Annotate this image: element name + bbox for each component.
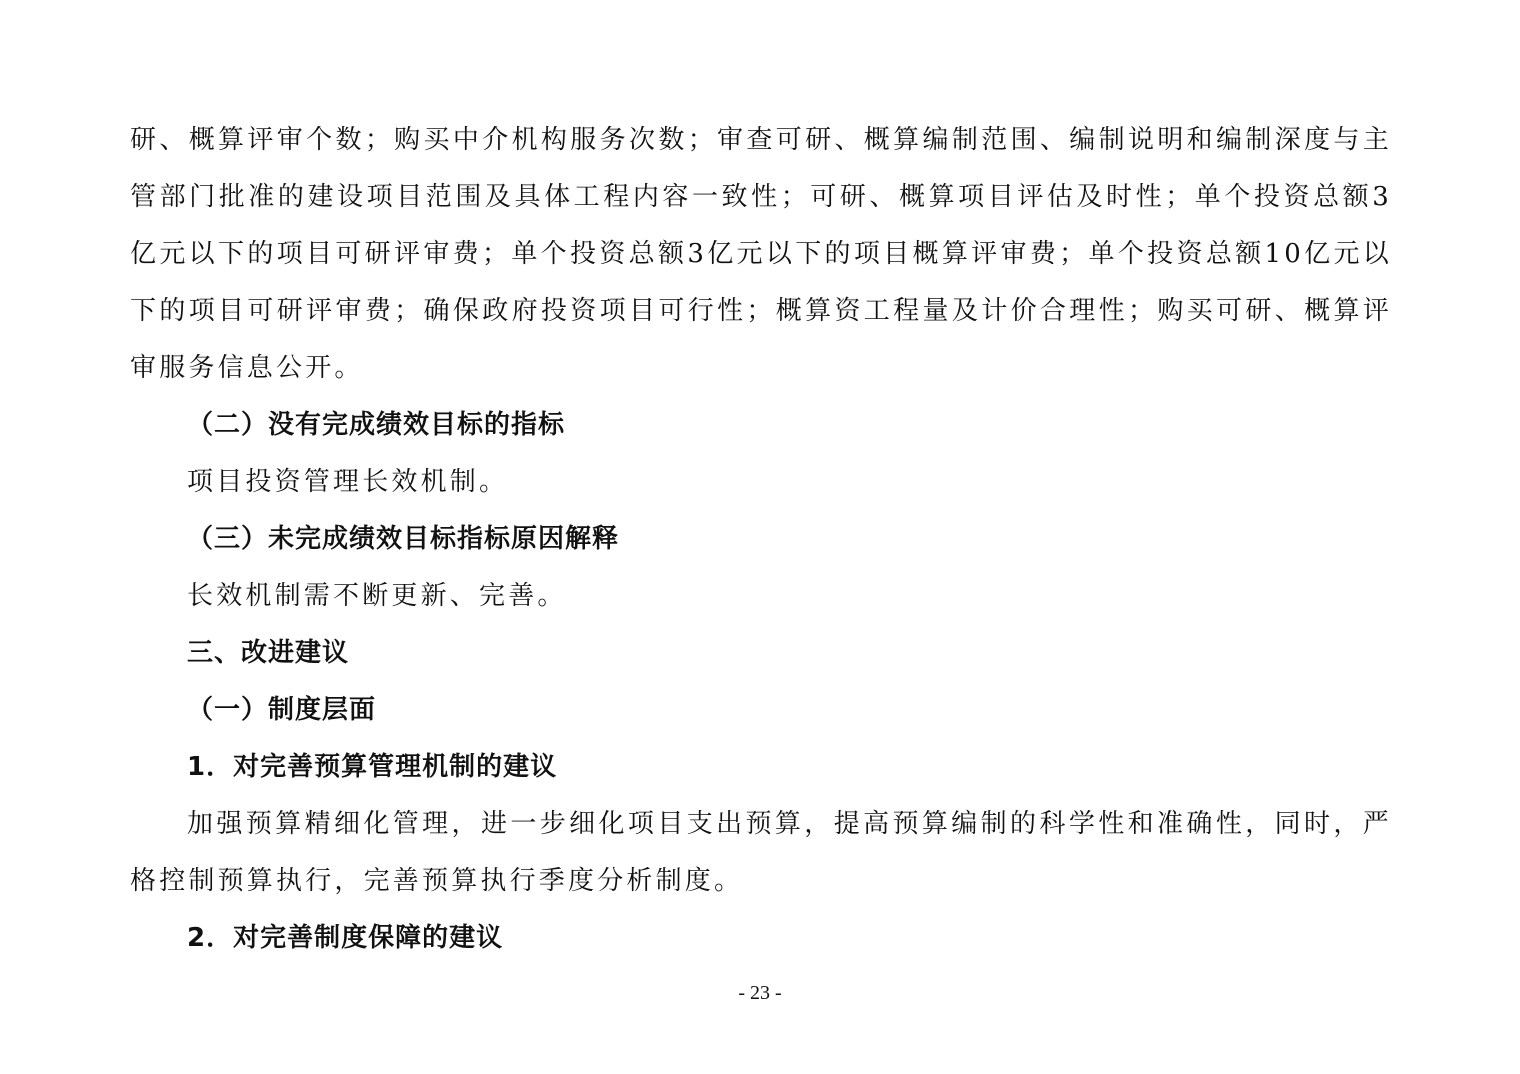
paragraph-review-indicators: 研、概算评审个数；购买中介机构服务次数；审查可研、概算编制范围、编制说明和编制深度与主管部门批准的建设项目范围及具体工程内容一致性；可研、概算项目评估及时性；单个投资总额3亿元以下的项目可研评审费；单个投资总额3亿元以下的项目概算评审费；单个投资总额10亿元以下的项目可研评审费；确保政府投资项目可行性；概算资工程量及计价合理性；购买可研、概算评审服务信息公开。	[130, 125, 1392, 383]
heading-improvement-suggestions: 三、改进建议	[187, 638, 350, 668]
heading-unmet-reasons: （三）未完成绩效目标指标原因解释	[187, 524, 620, 554]
document-body	[130, 112, 1392, 967]
paragraph-unmet-reason: 长效机制需不断更新、完善。	[187, 581, 567, 611]
paragraph-unmet-indicator: 项目投资管理长效机制。	[187, 467, 509, 497]
page-number: - 23 -	[738, 982, 782, 1004]
heading-system-guarantee: 2．对完善制度保障的建议	[187, 923, 504, 953]
heading-system-level: （一）制度层面	[187, 695, 377, 725]
paragraph-budget-management: 加强预算精细化管理，进一步细化项目支出预算，提高预算编制的科学性和准确性，同时，严格控制预算执行，完善预算执行季度分析制度。	[130, 809, 1392, 896]
heading-budget-management: 1．对完善预算管理机制的建议	[187, 752, 558, 782]
heading-unmet-indicators: （二）没有完成绩效目标的指标	[187, 410, 566, 440]
